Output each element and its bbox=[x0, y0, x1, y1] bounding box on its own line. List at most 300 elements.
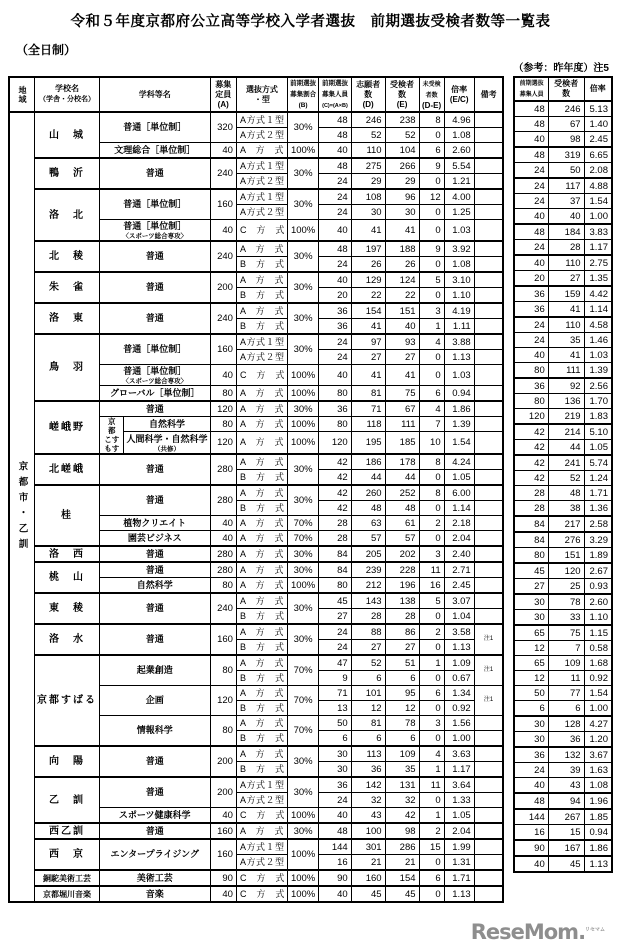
ref-plan-value: 30 bbox=[514, 732, 548, 748]
applicants-value: 205 bbox=[351, 546, 385, 562]
remarks-note bbox=[474, 578, 503, 594]
plan-value: 24 bbox=[319, 189, 351, 205]
remarks-note bbox=[474, 777, 503, 793]
department-subtitle: 〈スポーツ総合専攻〉 bbox=[122, 378, 188, 385]
plan-value: 40 bbox=[319, 808, 351, 824]
remarks-note bbox=[474, 886, 503, 902]
ref-rate-value: 2.56 bbox=[584, 378, 612, 394]
applicants-value: 44 bbox=[351, 470, 385, 486]
quota-value: 320 bbox=[210, 112, 236, 143]
ref-examinees-value: 117 bbox=[548, 178, 584, 194]
quota-value: 120 bbox=[210, 686, 236, 716]
ref-plan-value: 20 bbox=[514, 271, 548, 287]
plan-value: 30 bbox=[319, 746, 351, 762]
quota-value: 160 bbox=[210, 839, 236, 870]
selection-method: A 方 式 bbox=[236, 417, 287, 432]
applicants-value: 57 bbox=[351, 531, 385, 547]
department-subtitle: （共修） bbox=[153, 445, 180, 453]
ref-examinees-value: 241 bbox=[548, 455, 584, 471]
examinees-value: 266 bbox=[385, 158, 419, 174]
selection-ratio: 100% bbox=[287, 365, 318, 386]
selection-ratio: 100% bbox=[287, 839, 318, 870]
remarks-note bbox=[474, 454, 503, 470]
ref-examinees-value: 40 bbox=[548, 209, 584, 225]
absentees-value: 4 bbox=[419, 746, 444, 762]
ref-examinees-value: 48 bbox=[548, 486, 584, 501]
competition-rate: 0.92 bbox=[444, 701, 474, 716]
examinees-value: 154 bbox=[385, 870, 419, 886]
ref-plan-value: 24 bbox=[514, 178, 548, 194]
remarks-note: 注1 bbox=[474, 655, 503, 686]
remarks-note bbox=[474, 432, 503, 454]
ref-plan-value: 40 bbox=[514, 856, 548, 872]
absentees-value: 8 bbox=[419, 454, 444, 470]
applicants-value: 27 bbox=[351, 350, 385, 365]
absentees-value: 3 bbox=[419, 303, 444, 319]
examinees-value: 52 bbox=[385, 128, 419, 143]
examinees-value: 67 bbox=[385, 401, 419, 417]
ref-rate-value: 1.05 bbox=[584, 440, 612, 456]
reference-table-body bbox=[514, 101, 612, 872]
remarks-note bbox=[474, 220, 503, 242]
selection-method: A方式１型 bbox=[236, 777, 287, 793]
remarks-note bbox=[474, 516, 503, 531]
applicants-value: 197 bbox=[351, 241, 385, 257]
department-name: 普通 bbox=[100, 746, 211, 777]
applicants-value: 275 bbox=[351, 158, 385, 174]
selection-method: C 方 式 bbox=[236, 365, 287, 386]
ref-rate-value: 5.13 bbox=[584, 101, 612, 117]
reference-table-row bbox=[514, 194, 612, 209]
plan-value: 42 bbox=[319, 454, 351, 470]
ref-examinees-value: 267 bbox=[548, 809, 584, 825]
quota-value: 160 bbox=[210, 189, 236, 220]
selection-method: A方式２型 bbox=[236, 205, 287, 220]
remarks-note bbox=[474, 470, 503, 486]
department-name: 自然科学 bbox=[124, 417, 210, 432]
selection-method: A 方 式 bbox=[236, 823, 287, 839]
school-name: 桂 bbox=[35, 485, 100, 546]
reference-table-row bbox=[514, 147, 612, 163]
absentees-value: 15 bbox=[419, 839, 444, 855]
absentees-value: 0 bbox=[419, 531, 444, 547]
competition-rate: 1.13 bbox=[444, 886, 474, 902]
table-row bbox=[9, 189, 503, 205]
ref-rate-value: 1.54 bbox=[584, 686, 612, 701]
ref-rate-value: 2.58 bbox=[584, 516, 612, 532]
selection-method: B 方 式 bbox=[236, 640, 287, 656]
selection-method: A方式１型 bbox=[236, 334, 287, 350]
school-name: 京都すばる bbox=[35, 655, 100, 746]
examinees-value: 45 bbox=[385, 886, 419, 902]
ref-plan-value: 48 bbox=[514, 793, 548, 809]
ref-rate-value: 1.39 bbox=[584, 363, 612, 379]
quota-value: 40 bbox=[210, 531, 236, 547]
selection-method: B 方 式 bbox=[236, 288, 287, 304]
reference-table-row bbox=[514, 763, 612, 778]
ref-plan-value: 36 bbox=[514, 378, 548, 394]
ref-examinees-value: 35 bbox=[548, 333, 584, 348]
school-name: 朱 雀 bbox=[35, 272, 100, 303]
reference-table-row bbox=[514, 286, 612, 302]
absentees-value: 1 bbox=[419, 319, 444, 335]
header-rate-symbol: (E/C) bbox=[449, 94, 469, 104]
selection-ratio: 30% bbox=[287, 241, 318, 272]
selection-ratio: 70% bbox=[287, 716, 318, 747]
ref-rate-value: 0.58 bbox=[584, 641, 612, 656]
applicants-value: 246 bbox=[351, 112, 385, 128]
applicants-value: 113 bbox=[351, 746, 385, 762]
header-examinees-label: 受検者数 bbox=[390, 79, 415, 99]
remarks-note bbox=[474, 609, 503, 625]
ref-rate-value: 1.85 bbox=[584, 809, 612, 825]
applicants-value: 100 bbox=[351, 823, 385, 839]
ref-examinees-value: 136 bbox=[548, 394, 584, 409]
absentees-value: 5 bbox=[419, 593, 444, 609]
department-name: 美術工芸 bbox=[100, 870, 211, 886]
remarks-note bbox=[474, 128, 503, 143]
competition-rate: 1.00 bbox=[444, 731, 474, 747]
ref-examinees-value: 27 bbox=[548, 271, 584, 287]
reference-table-row bbox=[514, 471, 612, 486]
applicants-value: 154 bbox=[351, 303, 385, 319]
competition-rate: 2.40 bbox=[444, 546, 474, 562]
reference-table-row bbox=[514, 594, 612, 610]
reference-table-row bbox=[514, 363, 612, 379]
remarks-note bbox=[474, 593, 503, 609]
ref-examinees-value: 41 bbox=[548, 302, 584, 318]
school-name: 乙 訓 bbox=[35, 777, 100, 823]
selection-method: A 方 式 bbox=[236, 578, 287, 594]
ref-examinees-value: 219 bbox=[548, 409, 584, 425]
plan-value: 50 bbox=[319, 716, 351, 731]
plan-value: 36 bbox=[319, 303, 351, 319]
competition-rate: 4.00 bbox=[444, 189, 474, 205]
applicants-value: 239 bbox=[351, 562, 385, 578]
plan-value: 24 bbox=[319, 640, 351, 656]
ref-examinees-value: 214 bbox=[548, 424, 584, 440]
examinees-value: 35 bbox=[385, 762, 419, 778]
absentees-value: 1 bbox=[419, 808, 444, 824]
department-name: 普通 bbox=[100, 562, 211, 578]
reference-table-row bbox=[514, 501, 612, 517]
examinees-value: 42 bbox=[385, 808, 419, 824]
plan-value: 24 bbox=[319, 174, 351, 190]
selection-ratio: 30% bbox=[287, 401, 318, 417]
selection-method: A 方 式 bbox=[236, 485, 287, 501]
ref-examinees-value: 33 bbox=[548, 610, 584, 626]
reference-header: （参考：昨年度）注5 bbox=[513, 63, 609, 74]
selection-method: B 方 式 bbox=[236, 701, 287, 716]
ref-plan-value: 30 bbox=[514, 716, 548, 732]
header-department: 学科等名 bbox=[100, 77, 211, 112]
selection-ratio: 100% bbox=[287, 432, 318, 454]
examinees-value: 93 bbox=[385, 334, 419, 350]
competition-rate: 2.18 bbox=[444, 516, 474, 531]
competition-rate: 2.71 bbox=[444, 562, 474, 578]
school-name: 向 陽 bbox=[35, 746, 100, 777]
selection-method: A方式２型 bbox=[236, 350, 287, 365]
competition-rate: 0.94 bbox=[444, 386, 474, 402]
absentees-value: 3 bbox=[419, 546, 444, 562]
remarks-note bbox=[474, 257, 503, 273]
quota-value: 80 bbox=[210, 655, 236, 686]
school-name: 西乙訓 bbox=[35, 823, 100, 839]
table-row bbox=[9, 334, 503, 350]
remarks-note bbox=[474, 334, 503, 350]
table-row bbox=[9, 272, 503, 288]
selection-method: A方式１型 bbox=[236, 158, 287, 174]
absentees-value: 4 bbox=[419, 334, 444, 350]
applicants-value: 26 bbox=[351, 257, 385, 273]
applicants-value: 52 bbox=[351, 128, 385, 143]
selection-ratio: 30% bbox=[287, 546, 318, 562]
remarks-note bbox=[474, 417, 503, 432]
applicants-value: 88 bbox=[351, 624, 385, 640]
examinees-value: 196 bbox=[385, 578, 419, 594]
selection-ratio: 70% bbox=[287, 531, 318, 547]
remarks-note bbox=[474, 855, 503, 871]
department-name: 自然科学 bbox=[100, 578, 211, 594]
table-row bbox=[9, 839, 503, 855]
quota-value: 280 bbox=[210, 562, 236, 578]
quota-value: 40 bbox=[210, 516, 236, 531]
school-name: 嵯峨野 bbox=[35, 401, 100, 454]
ref-examinees-value: 77 bbox=[548, 686, 584, 701]
plan-value: 40 bbox=[319, 886, 351, 902]
applicants-value: 143 bbox=[351, 593, 385, 609]
quota-value: 280 bbox=[210, 485, 236, 516]
logo-text: ReseMom. bbox=[470, 920, 586, 944]
remarks-note bbox=[474, 401, 503, 417]
plan-value: 144 bbox=[319, 839, 351, 855]
ref-rate-value: 1.89 bbox=[584, 548, 612, 564]
reference-table-row bbox=[514, 224, 612, 240]
header-ref-plan-line1: 前期選抜 bbox=[519, 81, 544, 87]
ref-rate-value: 0.92 bbox=[584, 671, 612, 686]
competition-rate: 2.04 bbox=[444, 531, 474, 547]
quota-value: 240 bbox=[210, 303, 236, 334]
reference-table-row bbox=[514, 271, 612, 287]
selection-method: A方式２型 bbox=[236, 793, 287, 808]
ref-plan-value: 80 bbox=[514, 548, 548, 564]
reference-table-row bbox=[514, 302, 612, 318]
applicants-value: 6 bbox=[351, 731, 385, 747]
applicants-value: 36 bbox=[351, 762, 385, 778]
ref-plan-value: 40 bbox=[514, 778, 548, 794]
header-quota bbox=[210, 77, 236, 112]
absentees-value: 0 bbox=[419, 365, 444, 386]
ref-plan-value: 65 bbox=[514, 625, 548, 641]
competition-rate: 1.39 bbox=[444, 417, 474, 432]
absentees-value: 0 bbox=[419, 886, 444, 902]
ref-plan-value: 42 bbox=[514, 455, 548, 471]
examinees-value: 96 bbox=[385, 189, 419, 205]
department-name: 普通［単位制］ bbox=[100, 112, 211, 143]
header-method-line1: 選抜方式 bbox=[245, 84, 278, 94]
plan-value: 48 bbox=[319, 823, 351, 839]
ref-rate-value: 1.70 bbox=[584, 394, 612, 409]
department-name: 普通 bbox=[100, 777, 211, 808]
ref-plan-value: 28 bbox=[514, 501, 548, 517]
quota-value: 80 bbox=[210, 716, 236, 747]
competition-rate: 1.56 bbox=[444, 716, 474, 731]
table-row bbox=[9, 546, 503, 562]
selection-ratio: 30% bbox=[287, 272, 318, 303]
table-row bbox=[9, 112, 503, 128]
department-name: 人間科学・自然科学 （共修） bbox=[124, 432, 210, 454]
header-absent-symbol: (D-E) bbox=[422, 100, 442, 110]
school-name: 西 京 bbox=[35, 839, 100, 870]
department-name: 普通 bbox=[100, 158, 211, 189]
selection-method: A 方 式 bbox=[236, 746, 287, 762]
ref-plan-value: 65 bbox=[514, 656, 548, 671]
selection-method: B 方 式 bbox=[236, 671, 287, 686]
applicants-value: 41 bbox=[351, 319, 385, 335]
selection-ratio: 100% bbox=[287, 808, 318, 824]
competition-rate: 1.17 bbox=[444, 762, 474, 778]
absentees-value: 6 bbox=[419, 143, 444, 159]
ref-examinees-value: 94 bbox=[548, 793, 584, 809]
ref-examinees-value: 110 bbox=[548, 317, 584, 333]
remarks-note bbox=[474, 716, 503, 731]
selection-method: A 方 式 bbox=[236, 516, 287, 531]
quota-value: 240 bbox=[210, 158, 236, 189]
competition-rate: 2.45 bbox=[444, 578, 474, 594]
quota-value: 120 bbox=[210, 432, 236, 454]
ref-examinees-value: 28 bbox=[548, 240, 584, 256]
plan-value: 84 bbox=[319, 546, 351, 562]
applicants-value: 21 bbox=[351, 855, 385, 871]
school-name: 洛 水 bbox=[35, 624, 100, 655]
quota-value: 200 bbox=[210, 272, 236, 303]
absentees-value: 16 bbox=[419, 578, 444, 594]
selection-ratio: 30% bbox=[287, 189, 318, 220]
selection-method: A 方 式 bbox=[236, 546, 287, 562]
selection-method: A方式１型 bbox=[236, 839, 287, 855]
selection-method: B 方 式 bbox=[236, 731, 287, 747]
department-name: 園芸ビジネス bbox=[100, 531, 211, 547]
plan-value: 28 bbox=[319, 531, 351, 547]
table-row bbox=[9, 823, 503, 839]
quota-value: 40 bbox=[210, 143, 236, 159]
applicants-value: 81 bbox=[351, 716, 385, 731]
applicants-value: 97 bbox=[351, 334, 385, 350]
table-row bbox=[9, 746, 503, 762]
competition-rate: 3.63 bbox=[444, 746, 474, 762]
examinees-value: 104 bbox=[385, 143, 419, 159]
selection-results-table bbox=[8, 76, 504, 903]
ref-examinees-value: 36 bbox=[548, 732, 584, 748]
selection-ratio: 100% bbox=[287, 886, 318, 902]
ref-plan-value: 84 bbox=[514, 516, 548, 532]
selection-ratio: 100% bbox=[287, 870, 318, 886]
ref-rate-value: 2.45 bbox=[584, 132, 612, 148]
selection-ratio: 30% bbox=[287, 562, 318, 578]
absentees-value: 9 bbox=[419, 158, 444, 174]
selection-method: C 方 式 bbox=[236, 870, 287, 886]
quota-value: 90 bbox=[210, 870, 236, 886]
selection-ratio: 30% bbox=[287, 112, 318, 143]
remarks-note bbox=[474, 319, 503, 335]
remarks-note bbox=[474, 189, 503, 205]
remarks-note bbox=[474, 531, 503, 547]
selection-method: C 方 式 bbox=[236, 886, 287, 902]
department-name: 起業創造 bbox=[100, 655, 211, 686]
remarks-note bbox=[474, 731, 503, 747]
reference-table-row bbox=[514, 747, 612, 763]
absentees-value: 6 bbox=[419, 870, 444, 886]
ref-examinees-value: 92 bbox=[548, 378, 584, 394]
reference-table-row bbox=[514, 656, 612, 671]
reference-table-row bbox=[514, 455, 612, 471]
competition-rate: 1.08 bbox=[444, 257, 474, 273]
ref-rate-value: 1.36 bbox=[584, 501, 612, 517]
absentees-value: 0 bbox=[419, 731, 444, 747]
competition-rate: 3.07 bbox=[444, 593, 474, 609]
ref-examinees-value: 217 bbox=[548, 516, 584, 532]
applicants-value: 71 bbox=[351, 401, 385, 417]
examinees-value: 202 bbox=[385, 546, 419, 562]
ref-rate-value: 1.15 bbox=[584, 625, 612, 641]
absentees-value: 0 bbox=[419, 128, 444, 143]
examinees-value: 41 bbox=[385, 365, 419, 386]
department-name: スポーツ健康科学 bbox=[100, 808, 211, 824]
department-name: 普通 bbox=[100, 823, 211, 839]
selection-ratio: 70% bbox=[287, 655, 318, 686]
reference-table-row bbox=[514, 563, 612, 579]
examinees-value: 27 bbox=[385, 350, 419, 365]
competition-rate: 1.14 bbox=[444, 501, 474, 516]
resemom-logo bbox=[471, 920, 605, 944]
reference-table-row bbox=[514, 117, 612, 132]
reference-table-row bbox=[514, 641, 612, 656]
selection-ratio: 70% bbox=[287, 686, 318, 716]
department-name: 普通 bbox=[100, 454, 211, 485]
ref-plan-value: 28 bbox=[514, 486, 548, 501]
selection-method: B 方 式 bbox=[236, 762, 287, 778]
ref-plan-value: 42 bbox=[514, 440, 548, 456]
remarks-note bbox=[474, 793, 503, 808]
ref-rate-value: 3.83 bbox=[584, 224, 612, 240]
absentees-value: 0 bbox=[419, 220, 444, 242]
examinees-value: 30 bbox=[385, 205, 419, 220]
examinees-value: 27 bbox=[385, 640, 419, 656]
ref-rate-value: 6.65 bbox=[584, 147, 612, 163]
ref-plan-value: 40 bbox=[514, 348, 548, 363]
ref-examinees-value: 43 bbox=[548, 778, 584, 794]
remarks-note bbox=[474, 241, 503, 257]
applicants-value: 101 bbox=[351, 686, 385, 701]
competition-rate: 1.99 bbox=[444, 839, 474, 855]
applicants-value: 43 bbox=[351, 808, 385, 824]
ref-plan-value: 6 bbox=[514, 701, 548, 717]
reference-table-row bbox=[514, 778, 612, 794]
absentees-value: 0 bbox=[419, 350, 444, 365]
competition-rate: 1.10 bbox=[444, 288, 474, 304]
applicants-value: 27 bbox=[351, 640, 385, 656]
competition-rate: 1.03 bbox=[444, 365, 474, 386]
examinees-value: 86 bbox=[385, 624, 419, 640]
selection-ratio: 30% bbox=[287, 746, 318, 777]
applicants-value: 301 bbox=[351, 839, 385, 855]
school-name: 洛 西 bbox=[35, 546, 100, 562]
reference-table-row bbox=[514, 625, 612, 641]
ref-examinees-value: 184 bbox=[548, 224, 584, 240]
page-subtitle: （全日制） bbox=[16, 43, 77, 57]
table-row bbox=[9, 303, 503, 319]
remarks-note: 注1 bbox=[474, 624, 503, 655]
